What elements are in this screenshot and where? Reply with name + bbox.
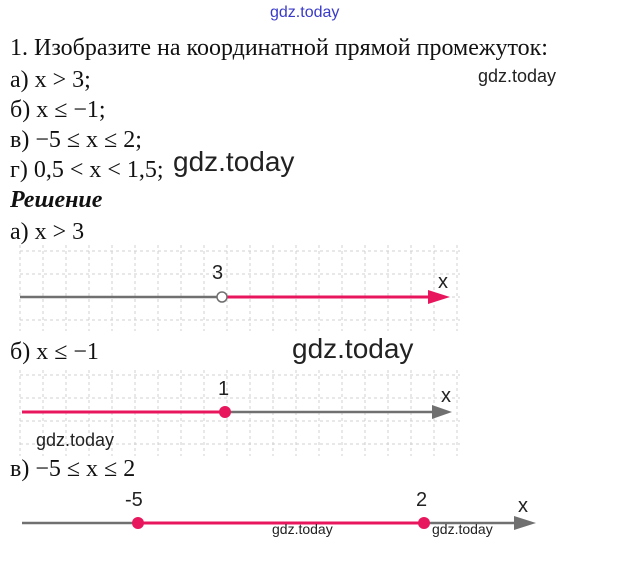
point-label: 3 — [212, 262, 224, 284]
watermark: gdz.today — [478, 66, 557, 86]
arrow-head-icon — [514, 516, 536, 530]
open-point — [217, 292, 227, 302]
task-item-c: в) −5 ≤ x ≤ 2; — [10, 127, 142, 153]
closed-point-right — [418, 517, 430, 529]
watermark: gdz.today — [292, 333, 414, 364]
task-item-d: г) 0,5 < x < 1,5; — [10, 157, 164, 183]
watermark: gdz.today — [36, 430, 115, 450]
number-line-a — [0, 245, 623, 331]
watermark: gdz.today — [432, 521, 493, 537]
solution-label-c: в) −5 ≤ x ≤ 2 — [10, 456, 136, 482]
task-title: 1. Изобразите на координатной прямой промежуток: — [10, 35, 548, 61]
closed-point-left — [132, 517, 144, 529]
task-item-b: б) x ≤ −1; — [10, 97, 106, 123]
axis-label: x — [518, 495, 528, 517]
watermark-top: gdz.today — [270, 4, 340, 21]
point-label-right: 2 — [416, 489, 428, 511]
axis-label: x — [438, 271, 448, 293]
solution-label-b: б) x ≤ −1 — [10, 339, 99, 365]
point-label: 1 — [218, 378, 230, 400]
axis-label: x — [441, 385, 451, 407]
closed-point — [219, 406, 231, 418]
watermark: gdz.today — [272, 521, 333, 537]
task-item-a: а) x > 3; — [10, 67, 91, 93]
watermark: gdz.today — [173, 146, 295, 177]
point-label-left: -5 — [125, 489, 143, 511]
solution-label-a: а) x > 3 — [10, 219, 85, 245]
arrow-head-icon — [432, 405, 452, 419]
solution-heading: Решение — [10, 187, 103, 213]
